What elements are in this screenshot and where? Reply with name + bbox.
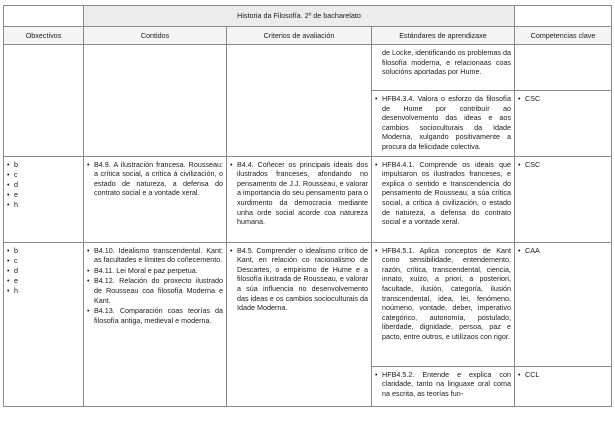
estandar-item: • HFB4.4.1. Comprende os ideais que impulsaron os ilustrados franceses, e explica o sentido e transcendencia do pensamento de Rousseau, a súa crítica social, a crítica á civilización, o estado de natureza, a defensa do contrato social e a vontade xeral.	[375, 160, 511, 227]
criterio-item: • B4.5. Comprender o idealismo crítico de Kant, en relación co racionalismo de Descartes, o empirismo de Hume e a filosofía ilustrada de Rousseau, e valorar a súa influencia no desenvolvemento das ideas e os cambios socioculturais da Idade Moderna.	[230, 246, 368, 313]
obxectivo-item: • b	[7, 246, 80, 256]
obxectivos-cell	[4, 242, 84, 406]
competencia-item: • CAA	[518, 246, 608, 256]
contidos-cell	[84, 242, 227, 406]
criterio-item: • B4.4. Coñecer os principais ideais dos ilustrados franceses, afondando no pensamento de J.J. Rousseau, e valorar a importancia do seu pensamento para o xurdimento da democracia mediante unha orde social acorde coa natureza humana.	[230, 160, 368, 227]
title-blank-cell-right	[515, 6, 612, 27]
estandar-cell	[372, 45, 515, 91]
competencia-item: • CSC	[518, 160, 608, 170]
estandar-cell	[372, 156, 515, 242]
contido-item: • B4.10. Idealismo transcendental. Kant: as facultades e límites do coñecemento.	[87, 246, 223, 265]
contidos-cell-empty	[84, 45, 227, 157]
contido-item: • B4.9. A ilustración francesa. Rousseau: a crítica social, a crítica á civilización, o estado de natureza, a defensa do contrato social e a vontade xeral.	[87, 160, 223, 198]
title-row	[4, 6, 612, 27]
contido-item: • B4.12. Relación do proxecto ilustrado de Rousseau coa filosofía Moderna e Kant.	[87, 276, 223, 305]
header-row	[4, 27, 612, 45]
competencia-item: • CSC	[518, 94, 608, 104]
estandar-cell	[372, 242, 515, 366]
obxectivos-cell-empty	[4, 45, 84, 157]
title-blank-cell	[4, 6, 84, 27]
criterios-cell-empty	[227, 45, 372, 157]
header-criterios: Criterios de avaliación	[227, 27, 372, 45]
curriculum-table	[3, 5, 612, 407]
estandar-item: • HFB4.5.2. Entende e explica con claridade, tanto na linguaxe oral coma na escrita, as teorías fun-	[375, 370, 511, 399]
contido-item: • B4.11. Lei Moral e paz perpetua.	[87, 266, 223, 276]
table-row	[4, 242, 612, 366]
header-competencias: Competencias clave	[515, 27, 612, 45]
competencias-cell	[515, 156, 612, 242]
estandar-item: • HFB4.3.4. Valora o esforzo da filosofía de Hume por contribuír ao desenvolvemento das ideas e aos cambios socioculturais da Idade Moderna, xulgando positivamente a procura da felicidade colectiva.	[375, 94, 511, 152]
table-row	[4, 156, 612, 242]
obxectivo-item: • e	[7, 190, 80, 200]
obxectivo-item: • d	[7, 266, 80, 276]
competencias-cell	[515, 366, 612, 406]
obxectivo-item: • e	[7, 276, 80, 286]
obxectivo-item: • h	[7, 200, 80, 210]
criterios-cell	[227, 156, 372, 242]
contido-item: • B4.13. Comparación coas teorías da filosofía antiga, medieval e moderna.	[87, 306, 223, 325]
estandar-cell	[372, 366, 515, 406]
obxectivo-item: • c	[7, 256, 80, 266]
header-contidos: Contidos	[84, 27, 227, 45]
competencia-item: • CCL	[518, 370, 608, 380]
obxectivo-item: • d	[7, 180, 80, 190]
obxectivo-item: • h	[7, 286, 80, 296]
criterios-cell	[227, 242, 372, 406]
table-row	[4, 45, 612, 91]
header-estandares: Estándares de aprendizaxe	[372, 27, 515, 45]
obxectivo-item: • c	[7, 170, 80, 180]
estandar-cell	[372, 91, 515, 157]
competencias-cell	[515, 242, 612, 366]
obxectivos-cell	[4, 156, 84, 242]
table-title: Historia da Filosofía. 2º de bacharelato	[84, 6, 515, 27]
estandar-item: • HFB4.5.1. Aplica conceptos de Kant como sensibilidade, entendemento, razón, crítica, transcendental, ciencia, innato, xuízo, a priori, a posteriori, facultade, ilusión, categoría, ilusión transcendental, idea, lei, fenómeno, noúmeno, vontade, deber, imperativo categórico, autonomía, postulado, liberdade, dignidade, persoa, paz e pacto, entre outros, e utilízaos con rigor.	[375, 246, 511, 342]
estandar-continuation: de Locke, identificando os problemas da filosofía moderna, e relacionaas coas solucións aportadas por Hume.	[382, 48, 511, 77]
contidos-cell	[84, 156, 227, 242]
competencias-cell-empty	[515, 45, 612, 91]
obxectivo-item: • b	[7, 160, 80, 170]
header-obxectivos: Obxectivos	[4, 27, 84, 45]
competencias-cell	[515, 91, 612, 157]
